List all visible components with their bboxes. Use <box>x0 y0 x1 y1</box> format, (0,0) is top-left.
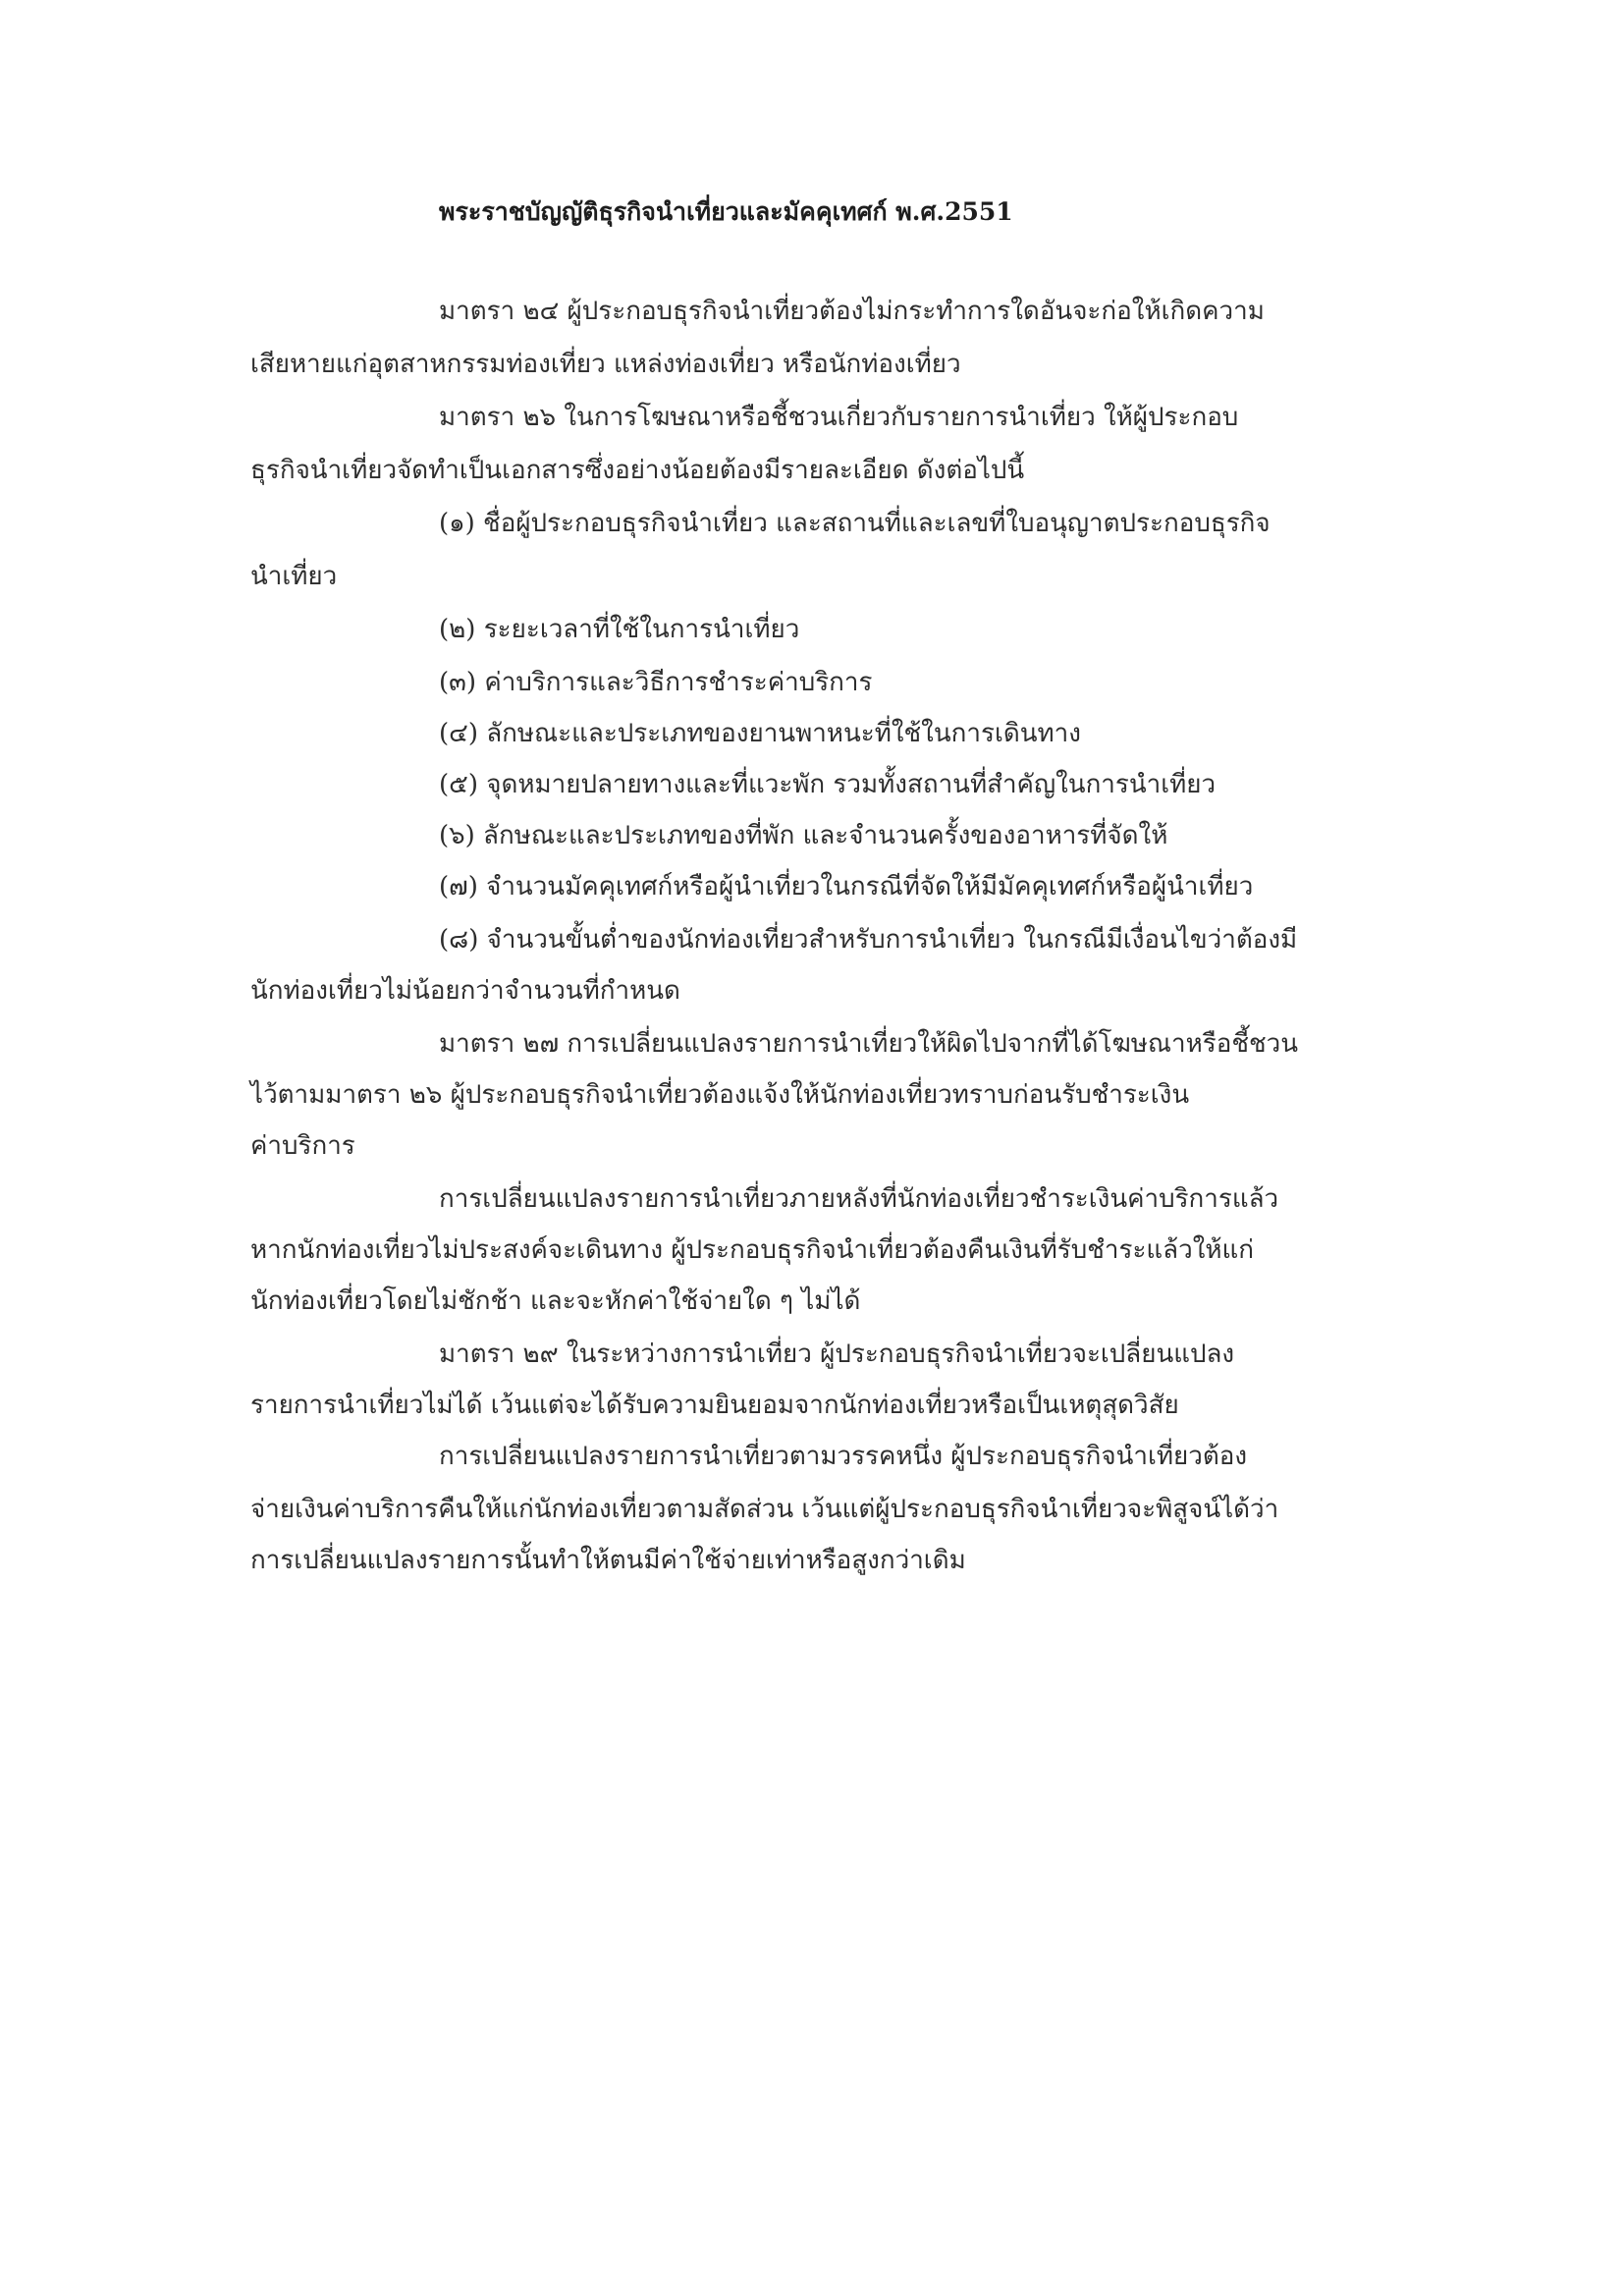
section-27-line-1: มาตรา ๒๗ การเปลี่ยนแปลงรายการนำเที่ยวให้ผิดไปจากที่ได้โฆษณาหรือชี้ชวน <box>439 1029 1298 1059</box>
section-29-para-2-line-2: จ่ายเงินค่าบริการคืนให้แก่นักท่องเที่ยวตามสัดส่วน เว้นแต่ผู้ประกอบธุรกิจนำเที่ยวจะพิสูจน์ได้ว่า <box>250 1495 1279 1524</box>
list-item-5: (๕) จุดหมายปลายทางและที่แวะพัก รวมทั้งสถานที่สำคัญในการนำเที่ยว <box>439 770 1217 799</box>
section-29-line-2: รายการนำเที่ยวไม่ได้ เว้นแต่จะได้รับความยินยอมจากนักท่องเที่ยวหรือเป็นเหตุสุดวิสัย <box>250 1391 1179 1420</box>
list-item-1-line-1: (๑) ชื่อผู้ประกอบธุรกิจนำเที่ยว และสถานที่และเลขที่ใบอนุญาตประกอบธุรกิจ <box>439 509 1271 538</box>
list-item-2: (๒) ระยะเวลาที่ใช้ในการนำเที่ยว <box>439 615 800 644</box>
list-item-4: (๔) ลักษณะและประเภทของยานพาหนะที่ใช้ในการเดินทาง <box>439 719 1081 748</box>
section-29-para-2-line-3: การเปลี่ยนแปลงรายการนั้นทำให้ตนมีค่าใช้จ่ายเท่าหรือสูงกว่าเดิม <box>250 1546 966 1575</box>
section-27-line-2: ไว้ตามมาตรา ๒๖ ผู้ประกอบธุรกิจนำเที่ยวต้องแจ้งให้นักท่องเที่ยวทราบก่อนรับชำระเงิน <box>250 1080 1190 1110</box>
document-title: พระราชบัญญัติธุรกิจนำเที่ยวและมัคคุเทศก์ พ.ศ.2551 <box>439 197 1013 226</box>
section-24-line-2: เสียหายแก่อุตสาหกรรมท่องเที่ยว แหล่งท่องเที่ยว หรือนักท่องเที่ยว <box>250 350 961 379</box>
list-item-6: (๖) ลักษณะและประเภทของที่พัก และจำนวนครั้งของอาหารที่จัดให้ <box>439 821 1168 850</box>
section-26-line-1: มาตรา ๒๖ ในการโฆษณาหรือชี้ชวนเกี่ยวกับรายการนำเที่ยว ให้ผู้ประกอบ <box>439 403 1239 432</box>
section-27-para-2-line-3: นักท่องเที่ยวโดยไม่ชักช้า และจะหักค่าใช้จ่ายใด ๆ ไม่ได้ <box>250 1286 861 1316</box>
section-27-para-2-line-2: หากนักท่องเที่ยวไม่ประสงค์จะเดินทาง ผู้ประกอบธุรกิจนำเที่ยวต้องคืนเงินที่รับชำระแล้วให้แก่ <box>250 1235 1255 1265</box>
section-27-para-2-line-1: การเปลี่ยนแปลงรายการนำเที่ยวภายหลังที่นักท่องเที่ยวชำระเงินค่าบริการแล้ว <box>439 1184 1279 1214</box>
section-27-line-3: ค่าบริการ <box>250 1131 355 1161</box>
list-item-1-line-2: นำเที่ยว <box>250 562 338 591</box>
list-item-8-line-2: นักท่องเที่ยวไม่น้อยกว่าจำนวนที่กำหนด <box>250 976 680 1006</box>
list-item-3: (๓) ค่าบริการและวิธีการชำระค่าบริการ <box>439 668 873 697</box>
section-24-line-1: มาตรา ๒๔ ผู้ประกอบธุรกิจนำเที่ยวต้องไม่กระทำการใดอันจะก่อให้เกิดความ <box>439 297 1265 326</box>
section-29-para-2-line-1: การเปลี่ยนแปลงรายการนำเที่ยวตามวรรคหนึ่ง ผู้ประกอบธุรกิจนำเที่ยวต้อง <box>439 1442 1248 1471</box>
list-item-8-line-1: (๘) จำนวนขั้นต่ำของนักท่องเที่ยวสำหรับการนำเที่ยว ในกรณีมีเงื่อนไขว่าต้องมี <box>439 925 1298 955</box>
section-29-line-1: มาตรา ๒๙ ในระหว่างการนำเที่ยว ผู้ประกอบธุรกิจนำเที่ยวจะเปลี่ยนแปลง <box>439 1339 1235 1369</box>
list-item-7: (๗) จำนวนมัคคุเทศก์หรือผู้นำเที่ยวในกรณีที่จัดให้มีมัคคุเทศก์หรือผู้นำเที่ยว <box>439 872 1254 902</box>
section-26-line-2: ธุรกิจนำเที่ยวจัดทำเป็นเอกสารซึ่งอย่างน้อยต้องมีรายละเอียด ดังต่อไปนี้ <box>250 456 1025 485</box>
